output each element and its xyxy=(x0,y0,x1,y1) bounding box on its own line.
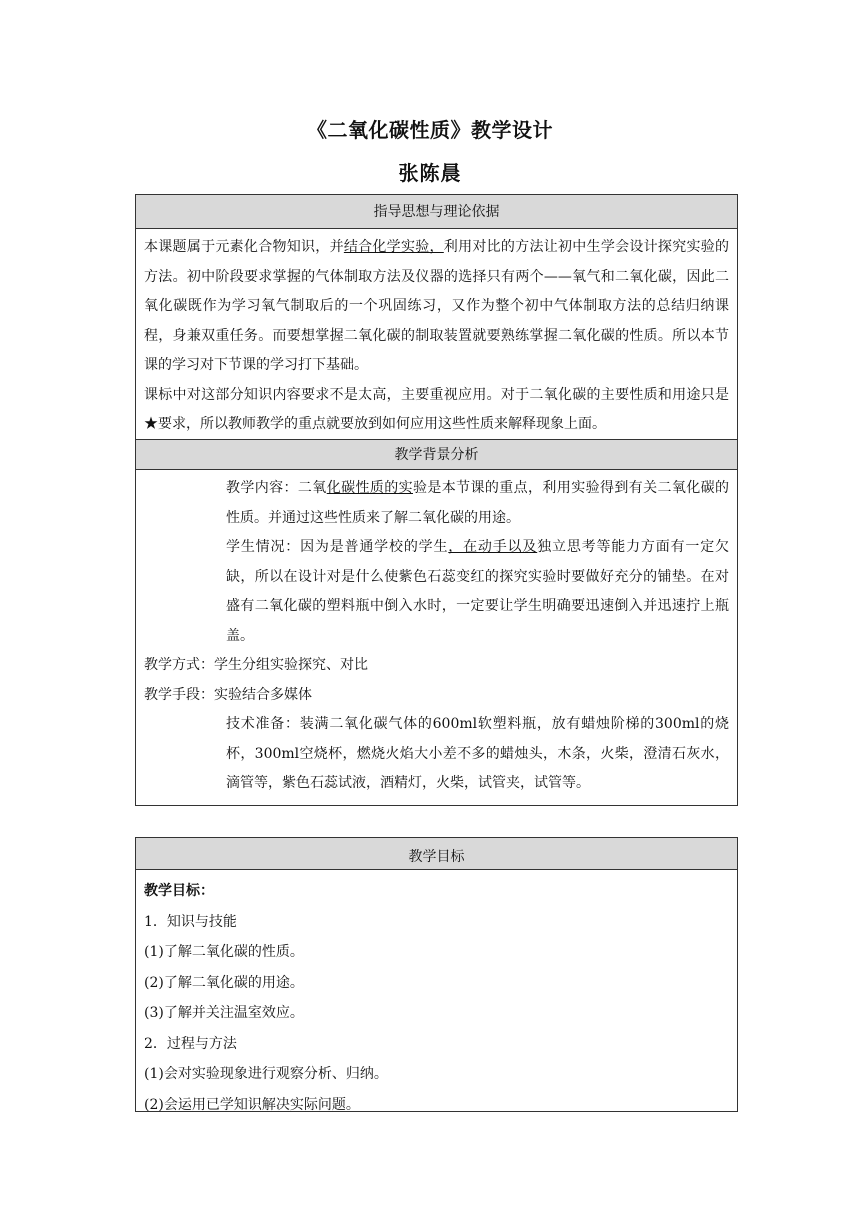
objectives-label: 教学目标： xyxy=(144,883,214,899)
section-guiding-ideas xyxy=(136,229,737,439)
author-name: 张陈晨 xyxy=(398,161,462,185)
underlined-text: ，在动手以及 xyxy=(448,539,538,555)
text-run: 独立思考等能力方面有一定欠缺，所以在设计对是什么使紫色石蕊变红的探究实验时要做好充分的铺垫。在对盛有二氧化碳的塑料瓶中倒入水时，一定要让学生明确要迅速倒入并迅速拧上瓶盖。 xyxy=(226,539,730,644)
objective-item: (3)了解并关注温室效应。 xyxy=(144,1005,304,1021)
text-run: 利用对比的方法让初中生学会设计探究实验的方法。初中阶段要求掌握的气体制取方法及仪器的选择只有两个——氧气和二氧化碳，因此二氧化碳既作为学习氧气制取后的一个巩固练习，又作为整个初中气体制取方法的总结归纳课程，身兼双重任务。而要想掌握二氧化碳的制取装置就要熟练掌握二氧化碳的性质。所以本节课的学习对下节课的学习打下基础。 xyxy=(144,239,730,373)
section-header-guiding-ideas: 指导思想与理论依据 xyxy=(136,195,737,229)
section-header-objectives: 教学目标 xyxy=(136,838,737,870)
objective-heading-knowledge: 1．知识与技能 xyxy=(144,913,237,930)
teaching-means: 教学手段：实验结合多媒体 xyxy=(144,686,312,703)
design-table xyxy=(135,194,738,806)
text-run: 教学内容：二氧 xyxy=(226,480,327,496)
objective-item: (2)了解二氧化碳的用途。 xyxy=(144,974,304,991)
technical-preparation: 技术准备：装满二氧化碳气体的600ml软塑料瓶，放有蜡烛阶梯的300ml的烧杯，300ml空烧杯，燃烧火焰大小差不多的蜡烛头，木条，火柴，澄清石灰水，滴管等，紫色石蕊试液，酒精灯，火柴，试管夹，试管等。 xyxy=(226,716,729,791)
text-run: 学生情况：因为是普通学校的学生 xyxy=(226,539,449,555)
document-title: 《二氧化碳性质》教学设计 xyxy=(307,118,553,142)
student-situation xyxy=(144,533,729,651)
objective-item: (1)会对实验现象进行观察分析、归纳。 xyxy=(144,1066,388,1082)
section-header-background: 教学背景分析 xyxy=(136,439,737,470)
guiding-paragraph-1 xyxy=(144,233,729,381)
text-run: 本课题属于元素化合物知识，并 xyxy=(144,239,344,255)
objectives-table xyxy=(135,837,738,1112)
underlined-text: 化碳性质的实 xyxy=(326,480,413,496)
text-run: 验是本节课的重点，利用实验得到有关二氧化碳的性质。并通过这些性质来了解二氧化碳的用途。 xyxy=(226,480,730,526)
guiding-paragraph-2: 课标中对这部分知识内容要求不是太高，主要重视应用。对于二氧化碳的主要性质和用途只是★要求，所以教师教学的重点就要放到如何应用这些性质来解释现象上面。 xyxy=(144,386,729,432)
teaching-content xyxy=(144,474,729,533)
section-objectives xyxy=(136,870,737,1112)
section-background xyxy=(136,470,737,805)
objective-item: (1)了解二氧化碳的性质。 xyxy=(144,944,304,960)
objective-heading-process: 2．过程与方法 xyxy=(144,1035,237,1052)
underlined-text: 结合化学实验， xyxy=(343,239,444,255)
objective-item: (2)会运用已学知识解决实际问题。 xyxy=(144,1096,360,1113)
teaching-method: 教学方式：学生分组实验探究、对比 xyxy=(144,657,368,673)
